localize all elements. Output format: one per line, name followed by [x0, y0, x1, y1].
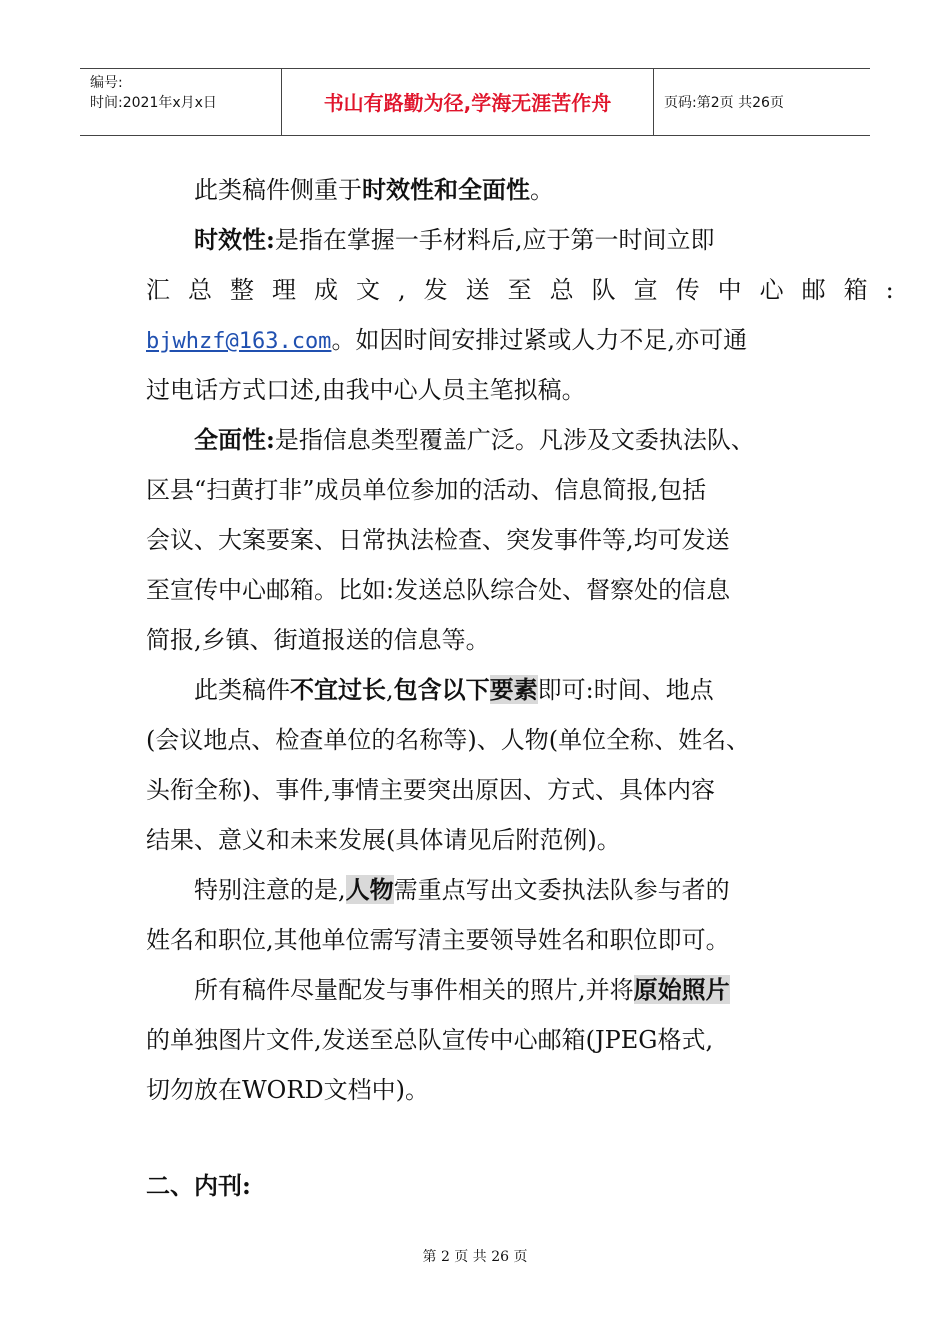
- highlighted-text: 人物: [345, 875, 394, 904]
- paragraph-3-line-1: [194, 420, 755, 455]
- text: 。如因时间安排过紧或人力不足,亦可通: [331, 326, 748, 354]
- paragraph-2-line-1: [194, 220, 715, 255]
- text: 是指信息类型覆盖广泛。凡涉及文委执法队、: [274, 426, 755, 454]
- text: 特别注意的是,: [194, 876, 346, 904]
- paragraph-4-line-4: 结果、意义和未来发展(具体请见后附范例)。: [146, 826, 621, 854]
- paragraph-2-line-3: [146, 320, 747, 355]
- header-meta-cell: [80, 69, 282, 135]
- text: 是指在掌握一手材料后,应于第一时间立即: [274, 226, 715, 254]
- emphasis-text: 包含以下: [393, 675, 490, 704]
- term-timeliness: 时效性:: [194, 225, 275, 254]
- number-label: 编号:: [90, 75, 123, 91]
- paragraph-6-line-3: 切勿放在WORD文档中)。: [146, 1076, 430, 1104]
- paragraph-4-line-2: (会议地点、检查单位的名称等)、人物(单位全称、姓名、: [146, 726, 751, 754]
- emphasis-text: 不宜过长: [290, 675, 386, 704]
- paragraph-3-line-4: 至宣传中心邮箱。比如:发送总队综合处、督察处的信息: [146, 576, 731, 604]
- emphasis-text: 时效性和全面性: [362, 175, 530, 204]
- text: 即可:时间、地点: [537, 676, 714, 704]
- paragraph-3-line-5: 简报,乡镇、街道报送的信息等。: [146, 626, 490, 654]
- text: 此类稿件: [194, 676, 290, 704]
- text: 此类稿件侧重于: [194, 176, 362, 204]
- paragraph-6-line-1: [194, 970, 730, 1005]
- text: ,: [386, 676, 394, 704]
- paragraph-2-line-2: 汇总整理成文,发送至总队宣传中心邮箱:: [146, 276, 912, 304]
- highlighted-text: 要素: [489, 675, 538, 704]
- text: 需重点写出文委执法队参与者的: [393, 876, 730, 904]
- email-link[interactable]: bjwhzf@163.com: [146, 329, 332, 354]
- motto: 书山有路勤为径,学海无涯苦作舟: [282, 69, 654, 135]
- paragraph-4-line-3: 头衔全称)、事件,事情主要突出原因、方式、具体内容: [146, 776, 715, 804]
- time-label: 时间:2021年x月x日: [90, 95, 217, 111]
- page-footer: 第 2 页 共 26 页: [422, 1249, 528, 1265]
- header-table: [80, 68, 870, 136]
- paragraph-4-line-1: [194, 670, 714, 705]
- text: 。: [530, 176, 554, 204]
- section-heading: 二、内刊:: [146, 1171, 251, 1200]
- paragraph-1: [194, 170, 554, 205]
- term-comprehensiveness: 全面性:: [194, 425, 275, 454]
- paragraph-2-line-4: 过电话方式口述,由我中心人员主笔拟稿。: [146, 376, 586, 404]
- page-label: 页码:第2页 共26页: [664, 95, 784, 111]
- paragraph-3-line-2: 区县“扫黄打非”成员单位参加的活动、信息简报,包括: [146, 476, 707, 504]
- paragraph-3-line-3: 会议、大案要案、日常执法检查、突发事件等,均可发送: [146, 526, 730, 554]
- paragraph-5-line-1: [194, 870, 730, 905]
- text: 所有稿件尽量配发与事件相关的照片,并将: [194, 976, 634, 1004]
- paragraph-5-line-2: 姓名和职位,其他单位需写清主要领导姓名和职位即可。: [146, 926, 730, 954]
- paragraph-6-line-2: 的单独图片文件,发送至总队宣传中心邮箱(JPEG格式,: [146, 1026, 714, 1054]
- highlighted-text: 原始照片: [633, 975, 730, 1004]
